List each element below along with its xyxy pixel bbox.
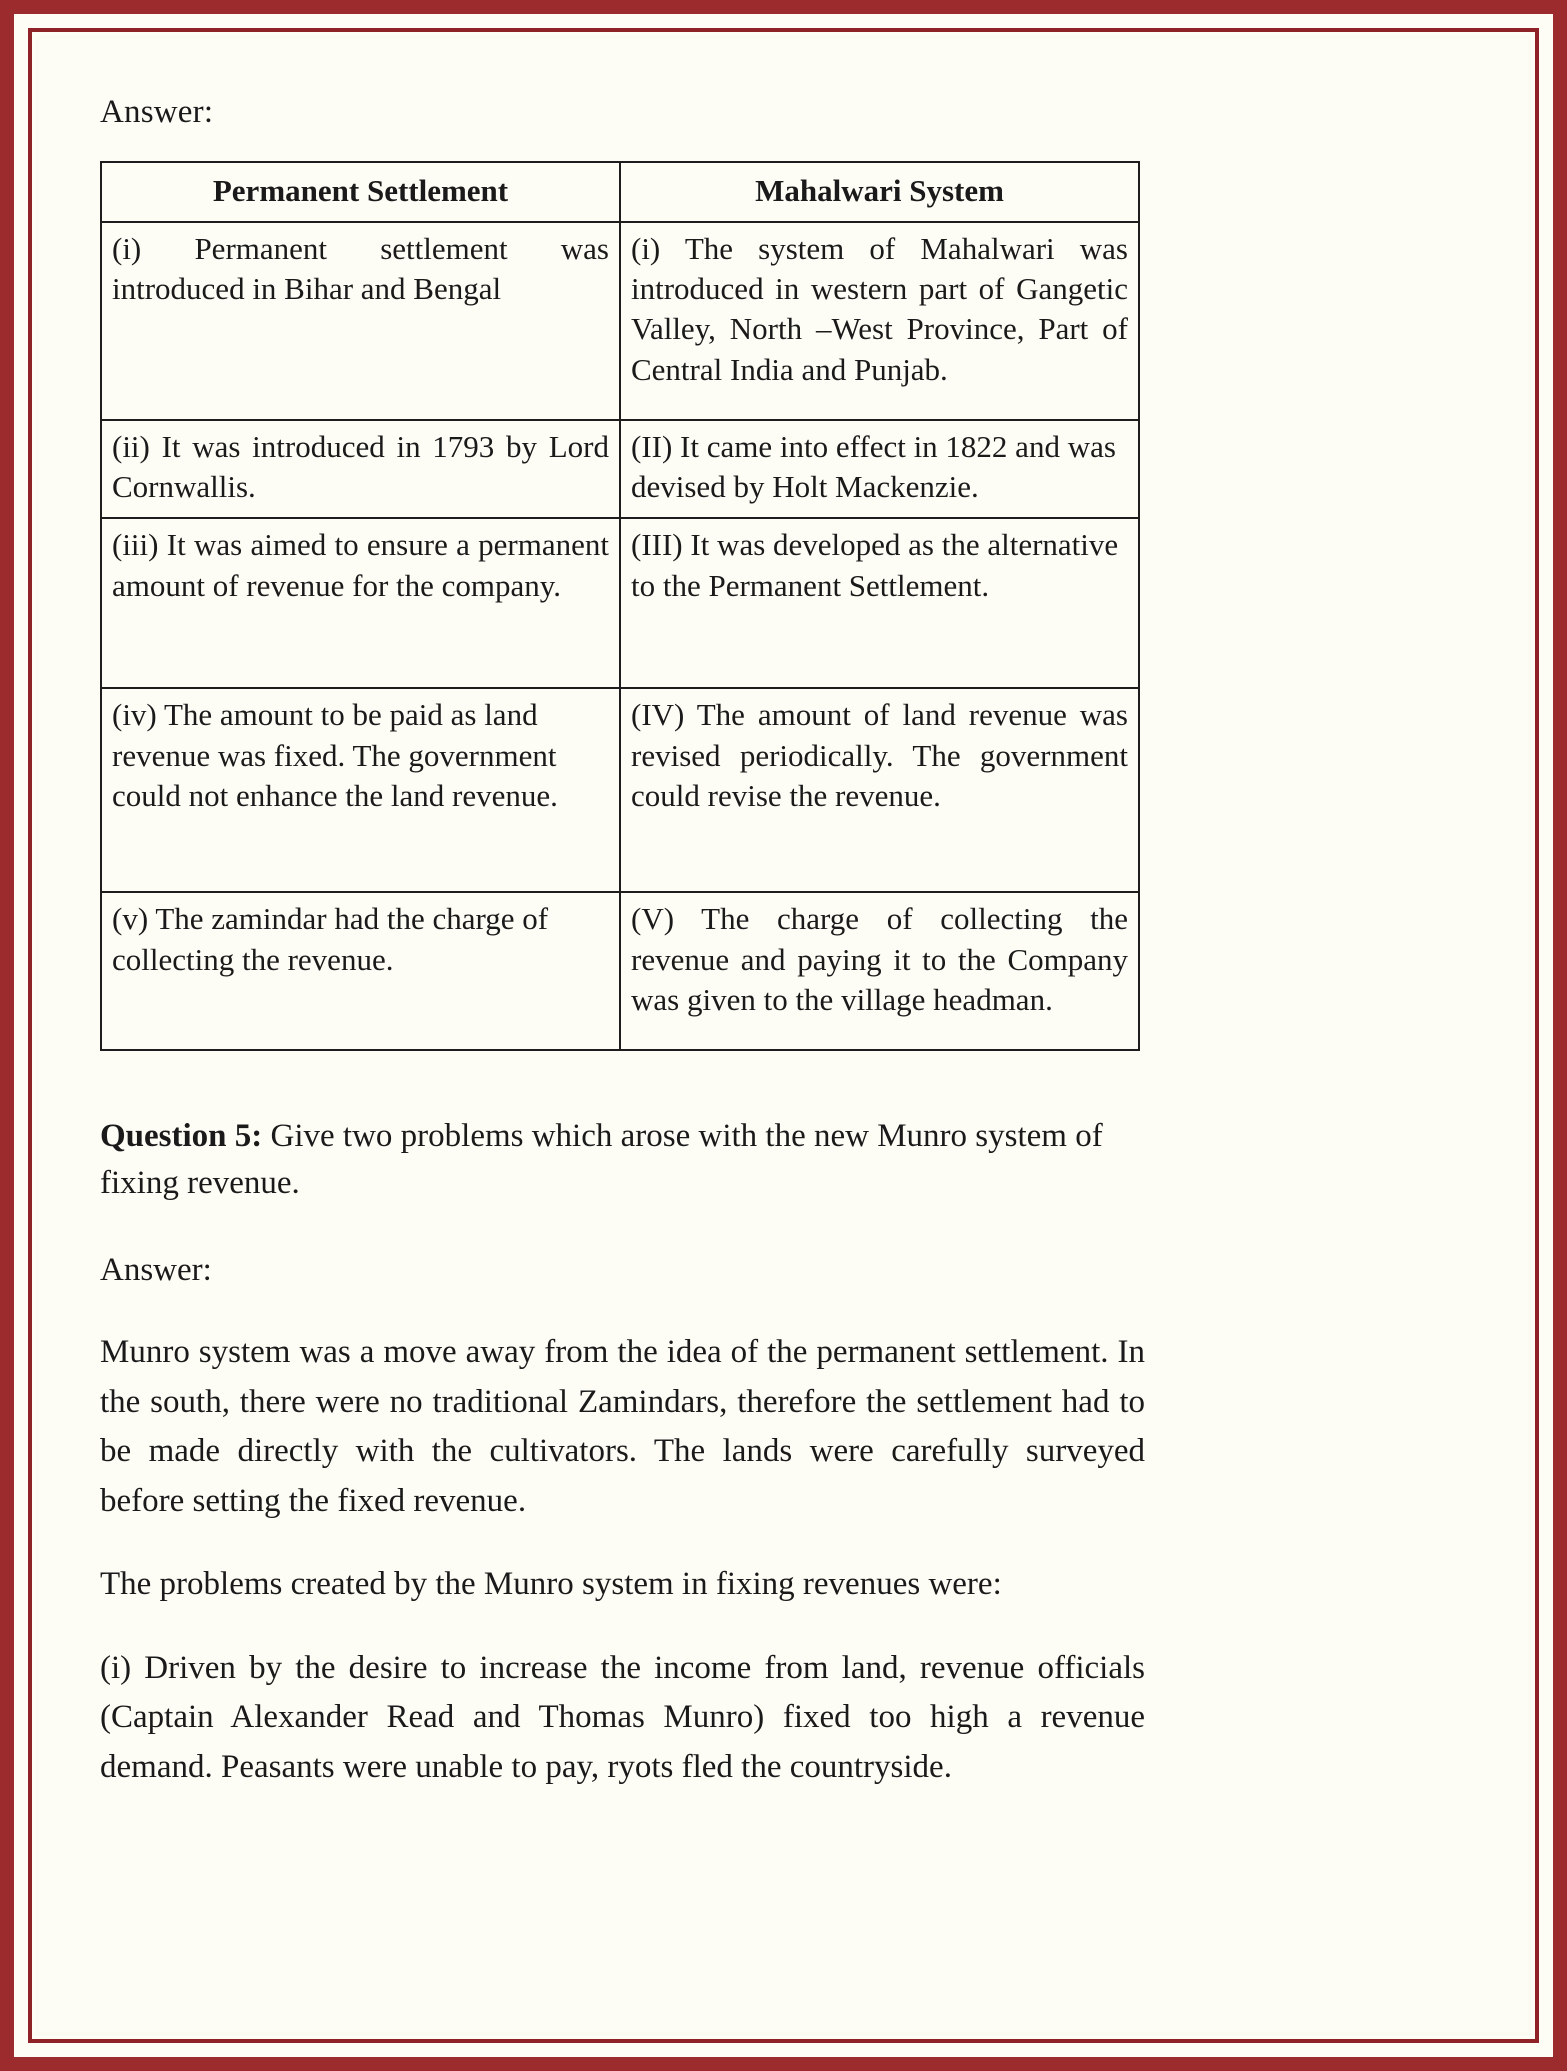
table-header-mahalwari-system: Mahalwari System: [620, 162, 1139, 222]
answer-label-top: Answer:: [100, 94, 214, 130]
question-5-label: Question 5:: [100, 1118, 263, 1155]
table-cell-right-5: (V) The charge of collecting the revenue and paying it to the Company was given to the village headman.: [620, 892, 1139, 1050]
answer-label-bottom: Answer:: [100, 1252, 212, 1289]
answer-paragraph-1: Munro system was a move away from the idea of the permanent settlement. In the south, there were no traditional Zamindars, therefore the settlement had to be made directly with the cultivators. The lands were carefully surveyed before setting the fixed revenue.: [100, 1334, 1145, 1519]
table-cell-right-4: (IV) The amount of land revenue was revised periodically. The government could revise the revenue.: [620, 688, 1139, 892]
table-header-permanent-settlement: Permanent Settlement: [101, 162, 620, 222]
table-row: [101, 420, 1139, 519]
comparison-table: [100, 161, 1140, 1052]
question-5-block: [100, 1113, 1145, 1207]
answer-paragraph-3: (i) Driven by the desire to increase the income from land, revenue officials (Captain Alexander Read and Thomas Munro) fixed too high a revenue demand. Peasants were unable to pay, ryots fled the countryside.: [100, 1649, 1145, 1785]
table-cell-left-5: (v) The zamindar had the charge of collecting the revenue.: [101, 892, 620, 1050]
answer-paragraph-2: The problems created by the Munro system in fixing revenues were:: [100, 1566, 1002, 1603]
table-row: [101, 688, 1139, 892]
table-cell-left-4: (iv) The amount to be paid as land revenue was fixed. The government could not enhance the land revenue.: [101, 688, 620, 892]
table-cell-left-2: (ii) It was introduced in 1793 by Lord Cornwallis.: [101, 420, 620, 519]
question-5-text: Give two problems which arose with the new Munro system of fixing revenue.: [100, 1118, 1103, 1202]
table-cell-left-3: (iii) It was aimed to ensure a permanent amount of revenue for the company.: [101, 518, 620, 688]
table-cell-right-1: (i) The system of Mahalwari was introduced in western part of Gangetic Valley, North –West Province, Part of Central India and Punjab.: [620, 222, 1139, 420]
table-row: [101, 892, 1139, 1050]
table-cell-right-3: (III) It was developed as the alternative to the Permanent Settlement.: [620, 518, 1139, 688]
document-content: [100, 90, 1145, 1825]
table-header-row: [101, 162, 1139, 222]
table-row: [101, 222, 1139, 420]
table-cell-left-1: (i) Permanent settlement was introduced in Bihar and Bengal: [101, 222, 620, 420]
table-row: [101, 518, 1139, 688]
table-cell-right-2: (II) It came into effect in 1822 and was devised by Holt Mackenzie.: [620, 420, 1139, 519]
